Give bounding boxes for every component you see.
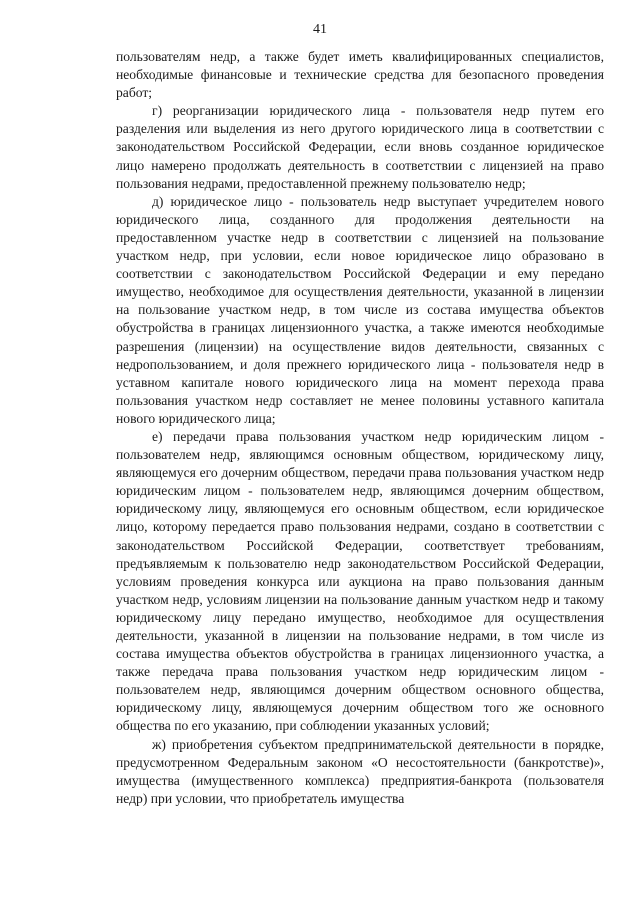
body-text (116, 48, 604, 808)
paragraph-continuation: пользователям недр, а также будет иметь квалифицированных специалистов, необходимые финансовые и технические средства для безопасного проведения работ; (116, 49, 604, 101)
page-number: 41 (313, 22, 327, 37)
paragraph-item-d: д) юридическое лицо - пользователь недр выступает учредителем нового юридического лица, созданного для продолжения деятельности на предоставленном участке недр в соответствии с лицензией на пользование участком недр, при условии, если новое юридическое лицо образовано в соответствии с законодательством Российской Федерации и ему передано имущество, необходимое для осуществления деятельности, указанной в лицензии на пользование участком недр, в том числе из состава имущества объектов обустройства в границах лицензионного участка, а также имеются необходимые разрешения (лицензии) на осуществление видов деятельности, связанных с недропользованием, и доля прежнего юридического лица - пользователя недр в уставном капитале нового юридического лица на момент перехода права пользования участком недр составляет не менее половины уставного капитала нового юридического лица; (116, 193, 604, 426)
paragraph-item-e: е) передачи права пользования участком недр юридическим лицом - пользователем недр, являющимся основным обществом, юридическому лицу, являющемуся его дочерним обществом, передачи права пользования участком недр юридическим лицом - пользователем недр, являющимся дочерним обществом, юридическому лицу, являющемуся его основным обществом, если юридическое лицо, которому передается право пользования недрами, создано в соответствии с законодательством Российской Федерации, соответствует требованиям, предъявляемым к пользователю недр законодательством Российской Федерации, условиям проведения конкурса или аукциона на право пользования данным участком недр, условиям лицензии на пользование данным участком недр и такому юридическому лицу передано имущество, необходимое для осуществления деятельности, указанной в лицензии на пользование недрами, в том числе из состава имущества объектов обустройства в границах лицензионного участка, а также передача права пользования участком недр юридическим лицом - пользователем недр, являющимся дочерним обществом основного общества, юридическому лицу, являющемуся дочерним обществом того же основного общества по его указанию, при соблюдении указанных условий; (116, 428, 604, 734)
paragraph-item-zh: ж) приобретения субъектом предпринимательской деятельности в порядке, предусмотренном Федеральным законом «О несостоятельности (банкротстве)», имущества (имущественного комплекса) предприятия-банкрота (пользователя недр) при условии, что приобретатель имущества (116, 736, 604, 806)
paragraph-item-g: г) реорганизации юридического лица - пользователя недр путем его разделения или выделения из него другого юридического лица в соответствии с законодательством Российской Федерации, если вновь созданное юридическое лицо намерено продолжать деятельность в соответствии с лицензией на право пользования недрами, предоставленной прежнему пользователю недр; (116, 103, 604, 191)
